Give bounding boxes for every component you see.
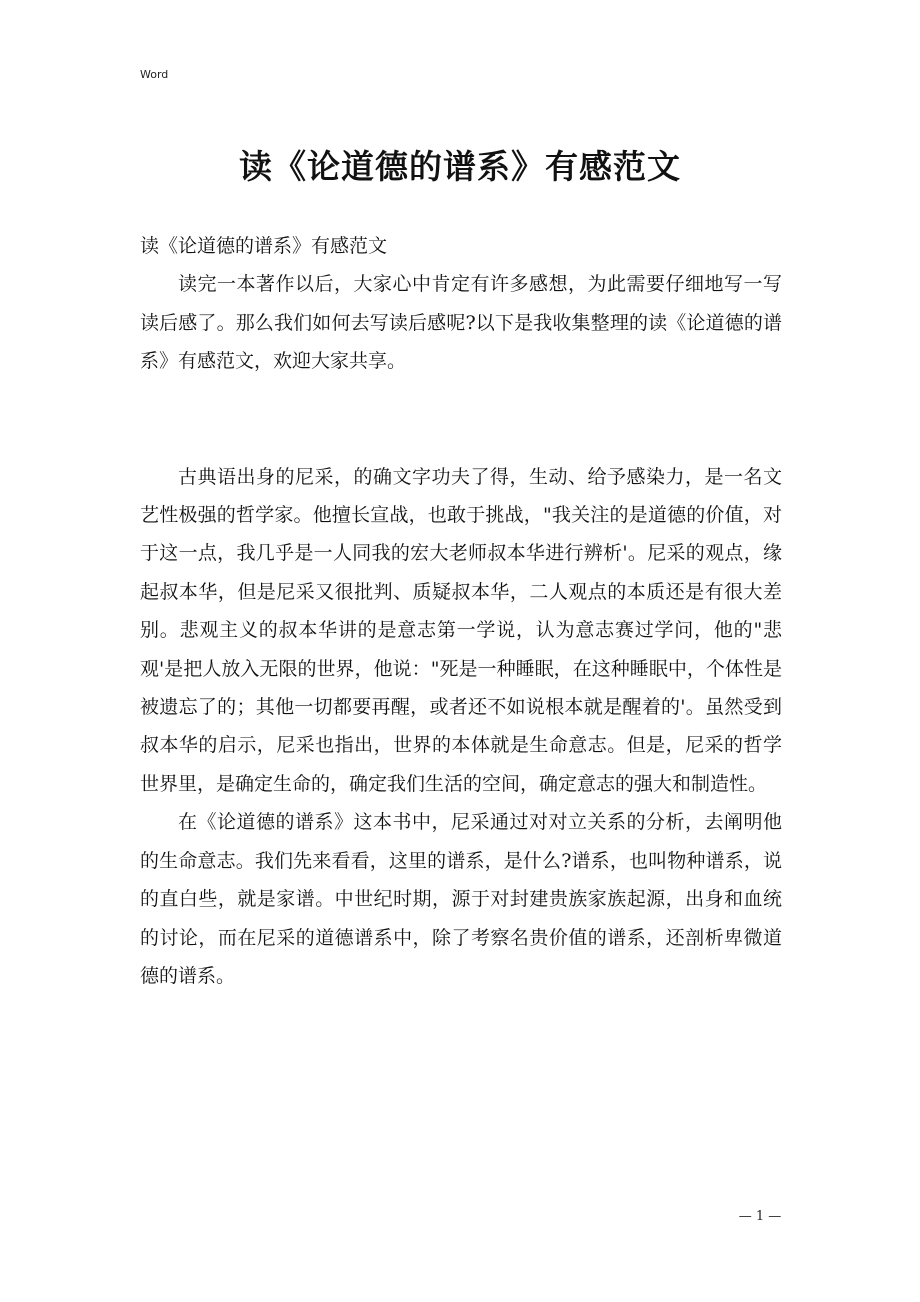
document-title: 读《论道德的谱系》有感范文 — [239, 147, 681, 186]
paragraph-intro: 读完一本著作以后，大家心中肯定有许多感想，为此需要仔细地写一写读后感了。那么我们如何去写读后感呢?以下是我收集整理的读《论道德的谱系》有感范文，欢迎大家共享。 — [140, 273, 782, 373]
document-subtitle: 读《论道德的谱系》有感范文 — [140, 235, 388, 257]
page-number: — 1 — — [738, 1209, 782, 1224]
paragraph-genealogy: 在《论道德的谱系》这本书中，尼采通过对对立关系的分析，去阐明他的生命意志。我们先来看看，这里的谱系，是什么?谱系，也叫物种谱系，说的直白些，就是家谱。中世纪时期，源于对封建贵族家族起源，出身和血统的讨论，而在尼采的道德谱系中，除了考察名贵价值的谱系，还剖析卑微道德的谱系。 — [140, 811, 782, 987]
header-label: Word — [140, 68, 169, 81]
paragraph-spacer — [140, 381, 782, 458]
paragraph-nietzsche-style: 古典语出身的尼采，的确文字功夫了得，生动、给予感染力，是一名文艺性极强的哲学家。他擅长宣战，也敢于挑战，"我关注的是道德的价值，对于这一点，我几乎是一人同我的宏大老师叔本华进行辨析'。尼采的观点，缘起叔本华，但是尼采又很批判、质疑叔本华，二人观点的本质还是有很大差别。悲观主义的叔本华讲的是意志第一学说，认为意志赛过学问，他的"悲观'是把人放入无限的世界，他说："死是一种睡眠，在这种睡眠中，个体性是被遗忘了的；其他一切都要再醒，或者还不如说根本就是醒着的'。虽然受到叔本华的启示，尼采也指出，世界的本体就是生命意志。但是，尼采的哲学世界里，是确定生命的，确定我们生活的空间，确定意志的强大和制造性。 — [140, 465, 782, 795]
document-body — [140, 227, 782, 995]
